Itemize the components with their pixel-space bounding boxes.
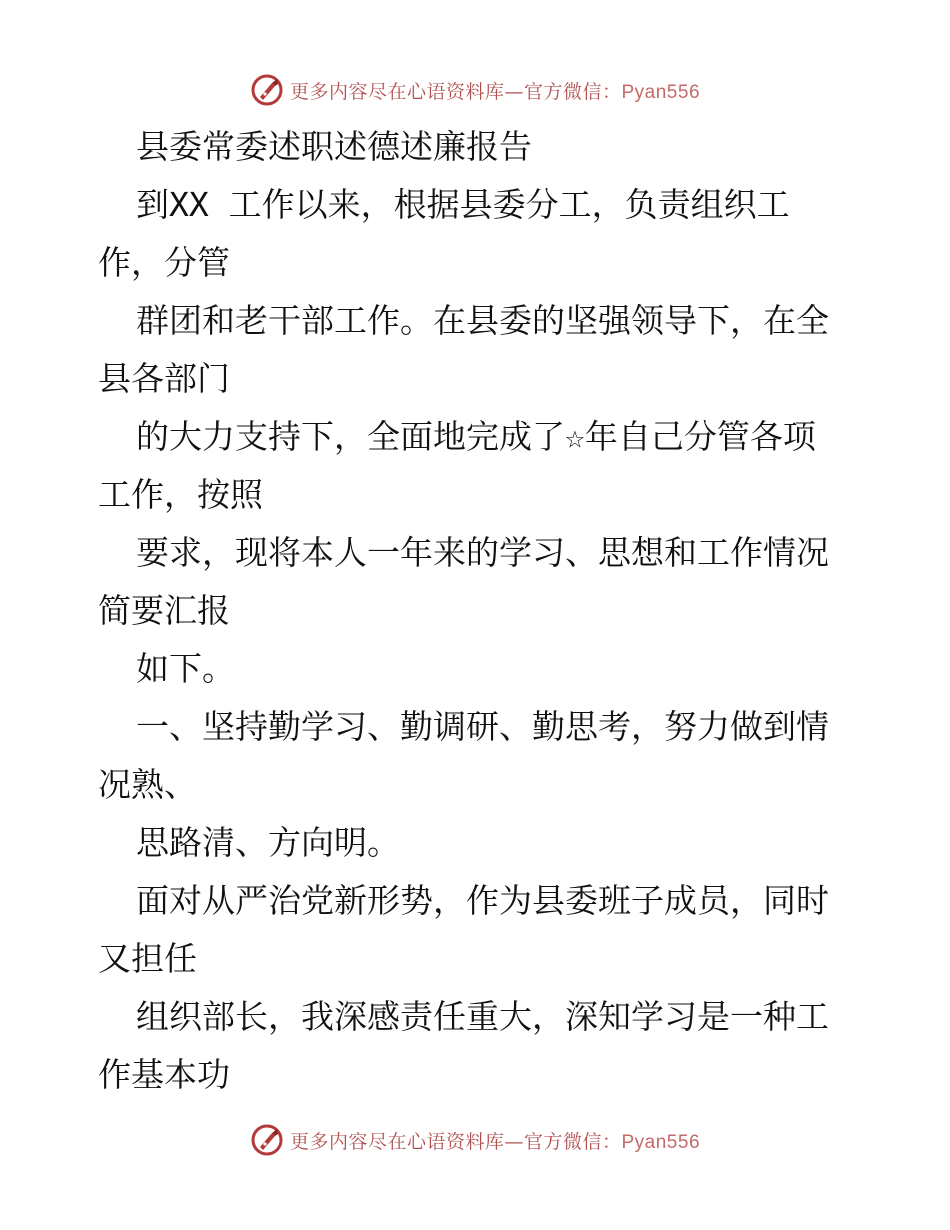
document-body: [98, 118, 858, 1104]
paragraph-line: 又担任: [98, 939, 197, 978]
section-heading-line: 思路清、方向明。: [136, 823, 400, 862]
paragraph-line: 要求，现将本人一年来的学习、思想和工作情况: [136, 533, 829, 572]
footer-banner: [0, 1120, 950, 1160]
section-heading-line: 一、坚持勤学习、勤调研、勤思考，努力做到情: [136, 707, 829, 746]
pen-nib-logo-icon: [250, 1123, 284, 1157]
paragraph-line: 面对从严治党新形势，作为县委班子成员，同时: [136, 881, 829, 920]
paragraph-line: 群团和老干部工作。在县委的坚强领导下，在全: [136, 301, 829, 340]
paragraph-line: 组织部长，我深感责任重大，深知学习是一种工: [136, 997, 829, 1036]
banner-text: 更多内容尽在心语资料库—官方微信：Pyan556: [289, 80, 701, 103]
pen-nib-logo-icon: [250, 73, 284, 107]
document-title: 县委常委述职述德述廉报告: [136, 127, 532, 166]
paragraph-line: 作基本功: [98, 1055, 230, 1094]
paragraph-line: 作，分管: [98, 243, 230, 282]
paragraph-line: 简要汇报: [98, 591, 230, 630]
paragraph-line: 工作，按照: [98, 475, 263, 514]
header-banner: [0, 70, 950, 110]
paragraph-line: 的大力支持下，全面地完成了☆年自己分管各项: [136, 417, 816, 456]
paragraph-line: 到XX 工作以来，根据县委分工，负责组织工: [136, 185, 790, 224]
banner-text: 更多内容尽在心语资料库—官方微信：Pyan556: [289, 1130, 701, 1153]
paragraph-line: 县各部门: [98, 359, 230, 398]
paragraph-line: 如下。: [136, 649, 235, 688]
section-heading-line: 况熟、: [98, 765, 197, 804]
